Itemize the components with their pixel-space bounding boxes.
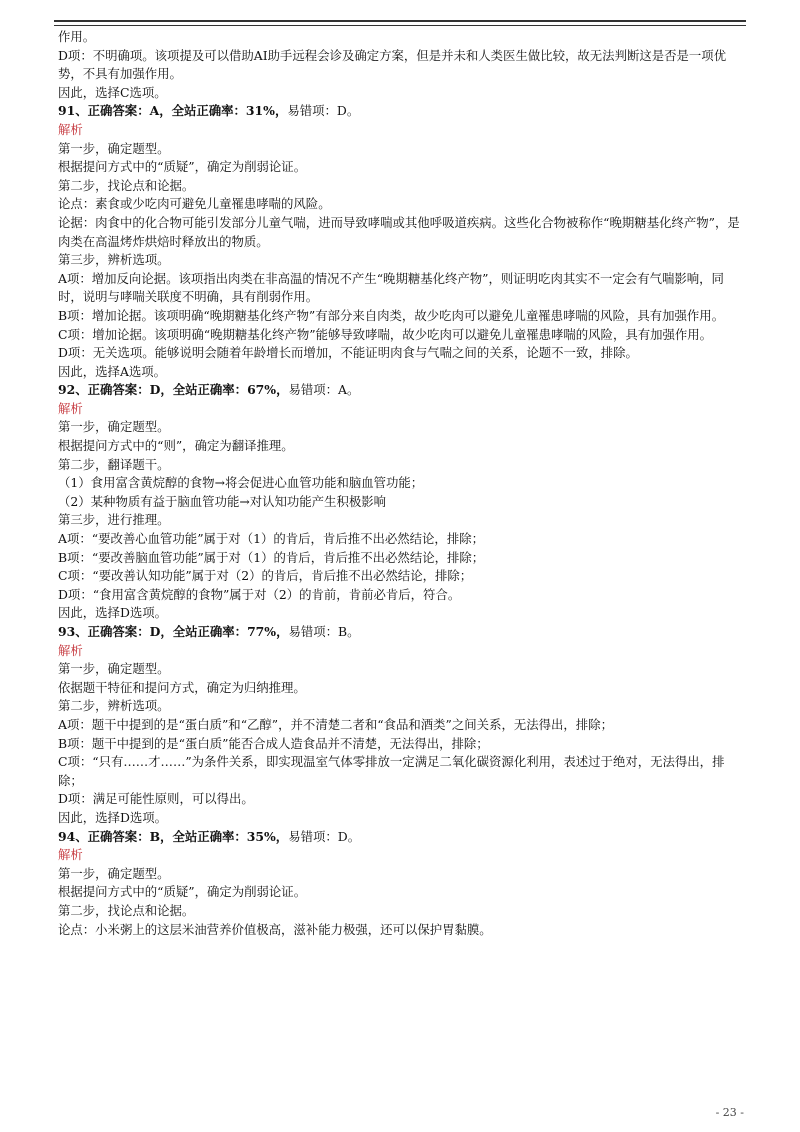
text-line: B项：题干中提到的是“蛋白质”能否合成人造食品并不清楚，无法得出，排除； [58, 735, 489, 751]
answer-line [58, 381, 748, 400]
text-line: A项：增加反向论据。该项指出肉类在非高温的情况不产生“晚期糖基化终产物”，则证明吃肉其实不一定会有气喘影响，同时，说明与哮喘关联度不明确，具有削弱作用。 [58, 270, 724, 305]
text-line: D项：无关选项。能够说明会随着年龄增长而增加，不能证明肉食与气喘之间的关系，论题不一致，排除。 [58, 345, 638, 361]
text-line: 因此，选择A选项。 [58, 363, 167, 379]
analysis-heading: 解析 [58, 847, 83, 863]
answer-easy-wrong: 易错项：B。 [288, 624, 360, 639]
answer-easy-wrong: 易错项：D。 [287, 103, 360, 119]
text-line: C项：“要改善认知功能”属于对（2）的肯后，肯后推不出必然结论，排除； [58, 568, 473, 584]
analysis-heading: 解析 [58, 642, 83, 658]
text-line: 第一步，确定题型。 [58, 140, 170, 156]
text-line: 第三步，进行推理。 [58, 512, 170, 528]
text-line: 第一步，确定题型。 [58, 661, 170, 677]
text-line: A项：“要改善心血管功能”属于对（1）的肯后，肯后推不出必然结论，排除； [58, 531, 484, 547]
text-line: B项：“要改善脑血管功能”属于对（1）的肯后，肯后推不出必然结论，排除； [58, 549, 485, 565]
text-line: C项：“只有……才……”为条件关系，即实现温室气体零排放一定满足二氧化碳资源化利用，表述过于绝对，无法得出，排除； [58, 754, 725, 788]
document-body [58, 28, 748, 939]
text-line: 第一步，确定题型。 [58, 419, 170, 435]
text-line: 作用。 [58, 29, 96, 44]
text-line: 根据提问方式中的“质疑”，确定为削弱论证。 [58, 884, 307, 900]
text-line: D项：不明确项。该项提及可以借助AI助手远程会诊及确定方案，但是并未和人类医生做比较，故无法判断这是否是一项优势，不具有加强作用。 [58, 47, 727, 82]
analysis-heading: 解析 [58, 400, 83, 416]
answer-line [58, 623, 748, 642]
text-line: 因此，选择C选项。 [58, 84, 167, 100]
header-rule-thin [54, 25, 746, 26]
page-number: - 23 - [715, 1106, 744, 1119]
text-line: 第三步，辨析选项。 [58, 252, 170, 268]
text-line: 因此，选择D选项。 [58, 605, 168, 621]
answer-line [58, 828, 748, 847]
text-line: （2）某种物质有益于脑血管功能→对认知功能产生积极影响 [58, 493, 387, 509]
text-line: D项：满足可能性原则，可以得出。 [58, 791, 254, 807]
text-line: A项：题干中提到的是“蛋白质”和“乙醇”，并不清楚二者和“食品和酒类”之间关系，无法得出，排除； [58, 716, 613, 732]
text-line: 第二步，辨析选项。 [58, 698, 170, 714]
text-line: 依据题干特征和提问方式，确定为归纳推理。 [58, 679, 306, 695]
answer-main: 94、正确答案：B，全站正确率：35%， [58, 828, 289, 844]
text-line: （1）食用富含黄烷醇的食物→将会促进心血管功能和脑血管功能； [58, 475, 424, 491]
text-line: 第二步，翻译题干。 [58, 456, 170, 472]
text-line: 因此，选择D选项。 [58, 809, 168, 825]
header-rule-thick [54, 20, 746, 22]
text-line: 根据提问方式中的“质疑”，确定为削弱论证。 [58, 159, 307, 175]
answer-main: 93、正确答案：D，全站正确率：77%， [58, 624, 289, 639]
analysis-heading: 解析 [58, 121, 83, 137]
answer-easy-wrong: 易错项：D。 [288, 828, 361, 844]
text-line: 论据：肉食中的化合物可能引发部分儿童气喘，进而导致哮喘或其他呼吸道疾病。这些化合物被称作“晚期糖基化终产物”，是肉类在高温烤炸烘焙时释放出的物质。 [58, 214, 740, 249]
text-line: 第二步，找论点和论据。 [58, 177, 195, 193]
answer-easy-wrong: 易错项：A。 [288, 382, 360, 398]
text-line: 根据提问方式中的“则”，确定为翻译推理。 [58, 438, 294, 454]
text-line: 第一步，确定题型。 [58, 865, 170, 881]
text-line: D项：“食用富含黄烷醇的食物”属于对（2）的肯前，肯前必肯后，符合。 [58, 586, 461, 602]
text-line: 论点：素食或少吃肉可避免儿童罹患哮喘的风险。 [58, 196, 331, 212]
text-line: C项：增加论据。该项明确“晚期糖基化终产物”能够导致哮喘，故少吃肉可以避免儿童罹患哮喘的风险，具有加强作用。 [58, 326, 713, 342]
answer-line [58, 102, 748, 121]
text-line: B项：增加论据。该项明确“晚期糖基化终产物”有部分来自肉类，故少吃肉可以避免儿童罹患哮喘的风险，具有加强作用。 [58, 307, 725, 323]
text-line: 论点：小米粥上的这层米油营养价值极高，滋补能力极强，还可以保护胃黏膜。 [58, 921, 492, 937]
answer-main: 91、正确答案：A，全站正确率：31%， [58, 103, 288, 119]
text-line: 第二步，找论点和论据。 [58, 902, 195, 918]
answer-main: 92、正确答案：D，全站正确率：67%， [58, 382, 289, 398]
